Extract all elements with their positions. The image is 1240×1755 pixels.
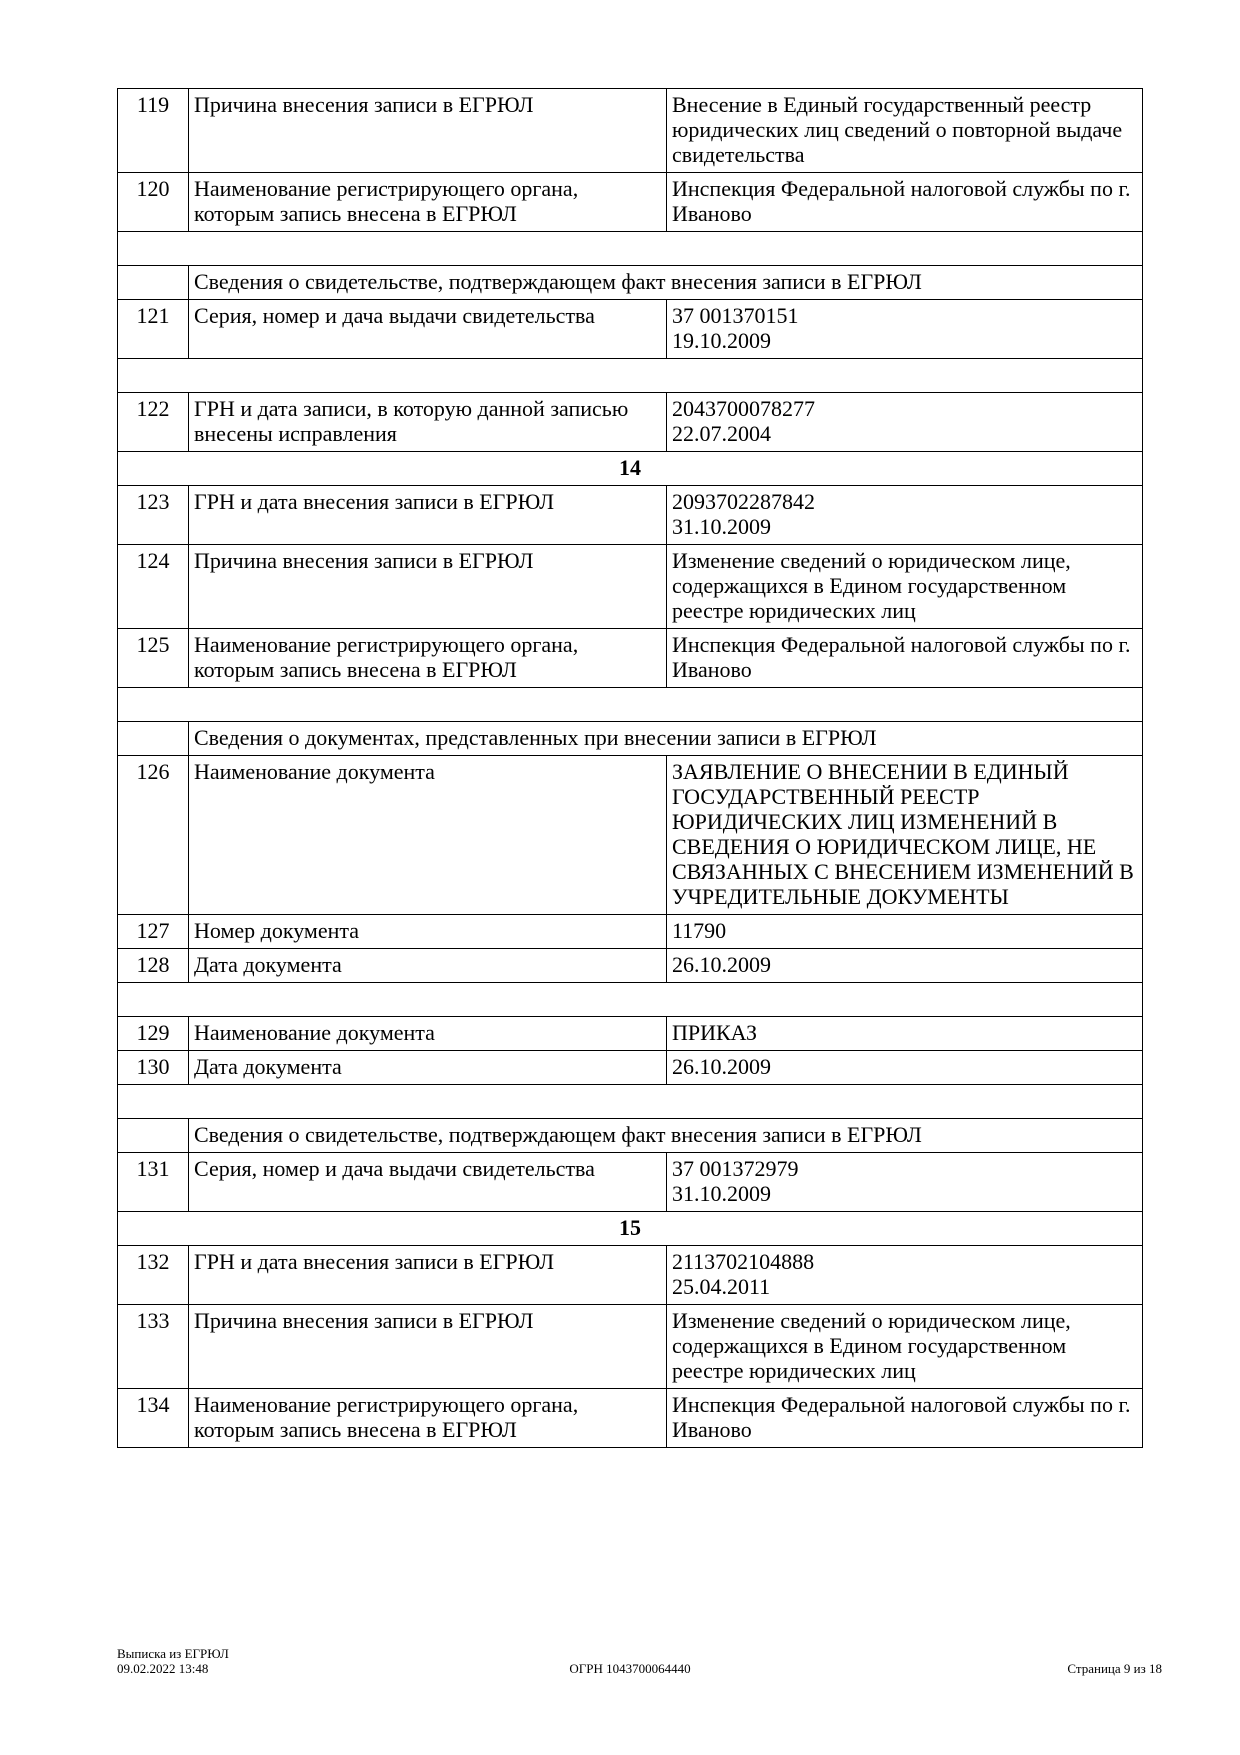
footer-page-number: Страница 9 из 18 (1067, 1661, 1162, 1676)
row-value: ПРИКАЗ (667, 1017, 1143, 1051)
spacer-cell (118, 688, 1143, 722)
subheader-row (118, 1119, 1143, 1153)
row-value: ЗАЯВЛЕНИЕ О ВНЕСЕНИИ В ЕДИНЫЙ ГОСУДАРСТВЕННЫЙ РЕЕСТР ЮРИДИЧЕСКИХ ЛИЦ ИЗМЕНЕНИЙ В СВЕДЕНИЯ О ЮРИДИЧЕСКОМ ЛИЦЕ, НЕ СВЯЗАННЫХ С ВНЕСЕНИЕМ ИЗМЕНЕНИЙ В УЧРЕДИТЕЛЬНЫЕ ДОКУМЕНТЫ (667, 756, 1143, 915)
spacer-row (118, 983, 1143, 1017)
table-row (118, 1246, 1143, 1305)
row-value: 2043700078277 22.07.2004 (667, 393, 1143, 452)
table-row (118, 1389, 1143, 1448)
footer-ogrn: ОГРН 1043700064440 (569, 1661, 691, 1676)
row-label: Наименование документа (189, 756, 667, 915)
spacer-row (118, 688, 1143, 722)
row-label: Причина внесения записи в ЕГРЮЛ (189, 1305, 667, 1389)
spacer-row (118, 359, 1143, 393)
row-label: Причина внесения записи в ЕГРЮЛ (189, 545, 667, 629)
table-row (118, 300, 1143, 359)
row-label: Серия, номер и дача выдачи свидетельства (189, 300, 667, 359)
row-value: Внесение в Единый государственный реестр юридических лиц сведений о повторной выдаче свидетельства (667, 89, 1143, 173)
table-row (118, 173, 1143, 232)
row-value: 37 001372979 31.10.2009 (667, 1153, 1143, 1212)
table-row (118, 629, 1143, 688)
row-value: 26.10.2009 (667, 949, 1143, 983)
row-number: 132 (118, 1246, 189, 1305)
row-number: 119 (118, 89, 189, 173)
row-number: 124 (118, 545, 189, 629)
subheader-empty-cell (118, 1119, 189, 1153)
table-row (118, 949, 1143, 983)
row-label: Наименование документа (189, 1017, 667, 1051)
row-number: 133 (118, 1305, 189, 1389)
spacer-cell (118, 1085, 1143, 1119)
spacer-cell (118, 232, 1143, 266)
subheader-text: Сведения о документах, представленных при внесении записи в ЕГРЮЛ (189, 722, 1143, 756)
row-number: 131 (118, 1153, 189, 1212)
table-row (118, 756, 1143, 915)
row-label: Наименование регистрирующего органа, которым запись внесена в ЕГРЮЛ (189, 1389, 667, 1448)
row-number: 134 (118, 1389, 189, 1448)
row-label: Наименование регистрирующего органа, которым запись внесена в ЕГРЮЛ (189, 629, 667, 688)
row-label: Наименование регистрирующего органа, которым запись внесена в ЕГРЮЛ (189, 173, 667, 232)
table-row (118, 89, 1143, 173)
row-value: Инспекция Федеральной налоговой службы по г. Иваново (667, 173, 1143, 232)
row-value: 2093702287842 31.10.2009 (667, 486, 1143, 545)
row-label: Дата документа (189, 949, 667, 983)
row-number: 122 (118, 393, 189, 452)
table-row (118, 1153, 1143, 1212)
footer-doc-title: Выписка из ЕГРЮЛ (117, 1646, 229, 1661)
table-row (118, 1305, 1143, 1389)
row-label: ГРН и дата записи, в которую данной записью внесены исправления (189, 393, 667, 452)
row-value: 11790 (667, 915, 1143, 949)
table-row (118, 1017, 1143, 1051)
table-row (118, 545, 1143, 629)
row-label: Номер документа (189, 915, 667, 949)
footer-datetime: 09.02.2022 13:48 (117, 1661, 209, 1676)
row-number: 125 (118, 629, 189, 688)
row-label: ГРН и дата внесения записи в ЕГРЮЛ (189, 1246, 667, 1305)
row-label: Дата документа (189, 1051, 667, 1085)
row-value: 2113702104888 25.04.2011 (667, 1246, 1143, 1305)
row-label: ГРН и дата внесения записи в ЕГРЮЛ (189, 486, 667, 545)
row-value: 37 001370151 19.10.2009 (667, 300, 1143, 359)
table-row (118, 393, 1143, 452)
row-label: Серия, номер и дача выдачи свидетельства (189, 1153, 667, 1212)
row-value: Изменение сведений о юридическом лице, содержащихся в Едином государственном реестре юридических лиц (667, 1305, 1143, 1389)
row-number: 120 (118, 173, 189, 232)
row-number: 123 (118, 486, 189, 545)
section-row (118, 452, 1143, 486)
row-number: 126 (118, 756, 189, 915)
row-label: Причина внесения записи в ЕГРЮЛ (189, 89, 667, 173)
section-number: 15 (118, 1212, 1143, 1246)
subheader-text: Сведения о свидетельстве, подтверждающем факт внесения записи в ЕГРЮЛ (189, 1119, 1143, 1153)
table-body (118, 89, 1143, 1448)
spacer-cell (118, 359, 1143, 393)
spacer-row (118, 232, 1143, 266)
spacer-cell (118, 983, 1143, 1017)
row-number: 128 (118, 949, 189, 983)
row-number: 127 (118, 915, 189, 949)
row-value: Изменение сведений о юридическом лице, содержащихся в Едином государственном реестре юридических лиц (667, 545, 1143, 629)
row-value: Инспекция Федеральной налоговой службы по г. Иваново (667, 1389, 1143, 1448)
row-value: Инспекция Федеральной налоговой службы по г. Иваново (667, 629, 1143, 688)
row-number: 130 (118, 1051, 189, 1085)
section-row (118, 1212, 1143, 1246)
row-number: 129 (118, 1017, 189, 1051)
subheader-empty-cell (118, 266, 189, 300)
subheader-empty-cell (118, 722, 189, 756)
table-row (118, 1051, 1143, 1085)
spacer-row (118, 1085, 1143, 1119)
table-row (118, 915, 1143, 949)
subheader-row (118, 266, 1143, 300)
row-number: 121 (118, 300, 189, 359)
table-row (118, 486, 1143, 545)
subheader-text: Сведения о свидетельстве, подтверждающем факт внесения записи в ЕГРЮЛ (189, 266, 1143, 300)
subheader-row (118, 722, 1143, 756)
egrul-extract-table (117, 88, 1143, 1448)
footer-left (117, 1646, 229, 1676)
section-number: 14 (118, 452, 1143, 486)
row-value: 26.10.2009 (667, 1051, 1143, 1085)
